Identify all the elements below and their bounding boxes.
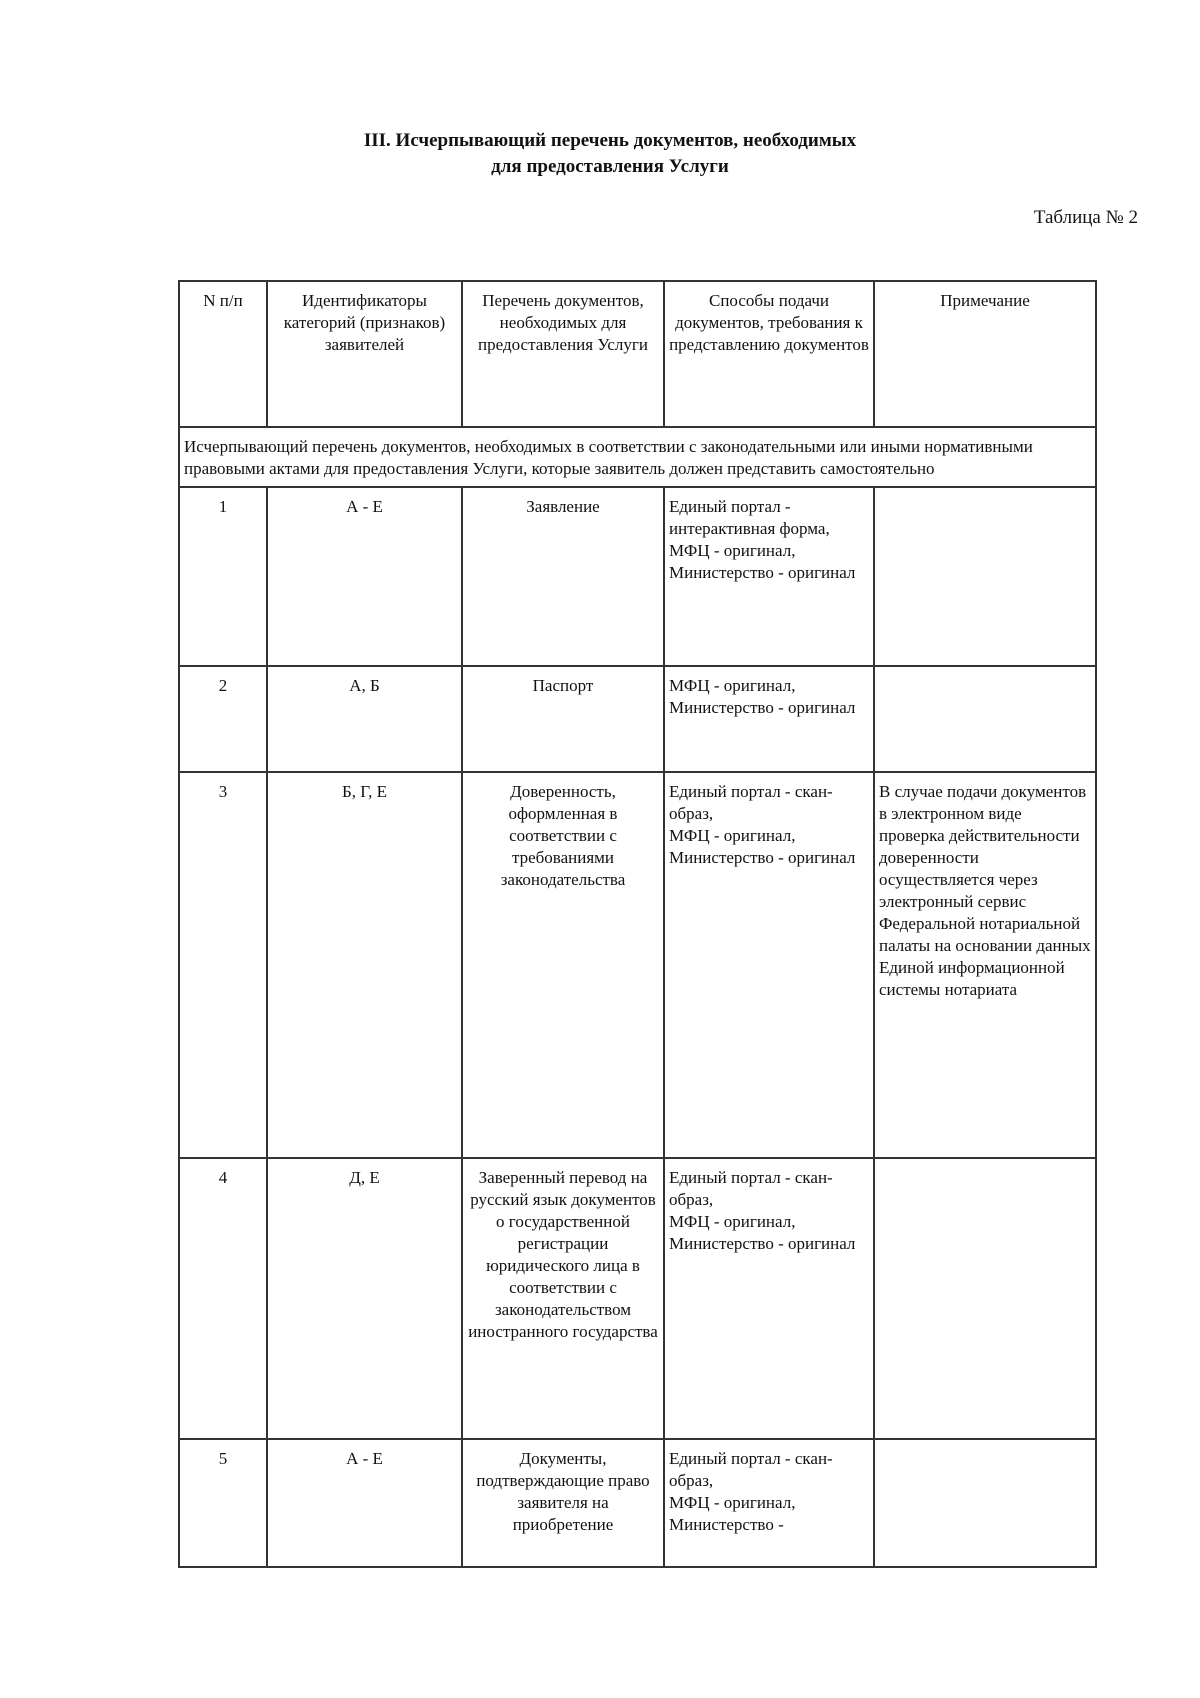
table-row <box>179 1158 1096 1439</box>
table-row <box>179 666 1096 772</box>
table-row <box>179 487 1096 666</box>
row-document: Заявление <box>462 487 664 666</box>
row-number: 1 <box>179 487 267 666</box>
section-title-line-1: III. Исчерпывающий перечень документов, необходимых <box>363 130 857 151</box>
table-number-label: Таблица № 2 <box>1033 207 1138 228</box>
row-methods: Единый портал - скан-образ, МФЦ - оригинал, Министерство - оригинал <box>664 1158 874 1439</box>
row-number: 4 <box>179 1158 267 1439</box>
header-documents: Перечень документов, необходимых для предоставления Услуги <box>462 281 664 427</box>
header-number: N п/п <box>179 281 267 427</box>
header-note: Примечание <box>874 281 1096 427</box>
row-number: 2 <box>179 666 267 772</box>
row-methods: Единый портал - скан-образ, МФЦ - оригинал, Министерство - <box>664 1439 874 1567</box>
row-categories: А - Е <box>267 1439 462 1567</box>
row-methods: МФЦ - оригинал, Министерство - оригинал <box>664 666 874 772</box>
row-methods: Единый портал - интерактивная форма, МФЦ - оригинал, Министерство - оригинал <box>664 487 874 666</box>
table-row <box>179 1439 1096 1567</box>
row-note: В случае подачи документов в электронном виде проверка действительности доверенности осуществляется через электронный сервис Федеральной нотариальной палаты на основании данных Единой информационной системы нотариата <box>874 772 1096 1158</box>
table-header-row <box>179 281 1096 427</box>
row-document: Доверенность, оформленная в соответствии с требованиями законодательства <box>462 772 664 1158</box>
header-categories: Идентификаторы категорий (признаков) заявителей <box>267 281 462 427</box>
row-methods: Единый портал - скан-образ, МФЦ - оригинал, Министерство - оригинал <box>664 772 874 1158</box>
row-document: Заверенный перевод на русский язык документов о государственной регистрации юридического лица в соответствии с законодательством иностранного государства <box>462 1158 664 1439</box>
row-note <box>874 1439 1096 1567</box>
header-submission-methods: Способы подачи документов, требования к представлению документов <box>664 281 874 427</box>
row-number: 3 <box>179 772 267 1158</box>
table-section-row <box>179 427 1096 487</box>
row-document: Паспорт <box>462 666 664 772</box>
documents-table <box>178 280 1097 1568</box>
row-categories: А, Б <box>267 666 462 772</box>
section-title-line-2: для предоставления Услуги <box>491 156 729 177</box>
row-categories: Д, Е <box>267 1158 462 1439</box>
row-note <box>874 1158 1096 1439</box>
row-number: 5 <box>179 1439 267 1567</box>
row-note <box>874 487 1096 666</box>
section-row-text: Исчерпывающий перечень документов, необходимых в соответствии с законодательными или иными нормативными правовыми актами для предоставления Услуги, которые заявитель должен представить самостоятельно <box>179 427 1096 487</box>
row-document: Документы, подтверждающие право заявителя на приобретение <box>462 1439 664 1567</box>
table-row <box>179 772 1096 1158</box>
row-categories: А - Е <box>267 487 462 666</box>
row-note <box>874 666 1096 772</box>
section-title <box>300 128 920 180</box>
row-categories: Б, Г, Е <box>267 772 462 1158</box>
